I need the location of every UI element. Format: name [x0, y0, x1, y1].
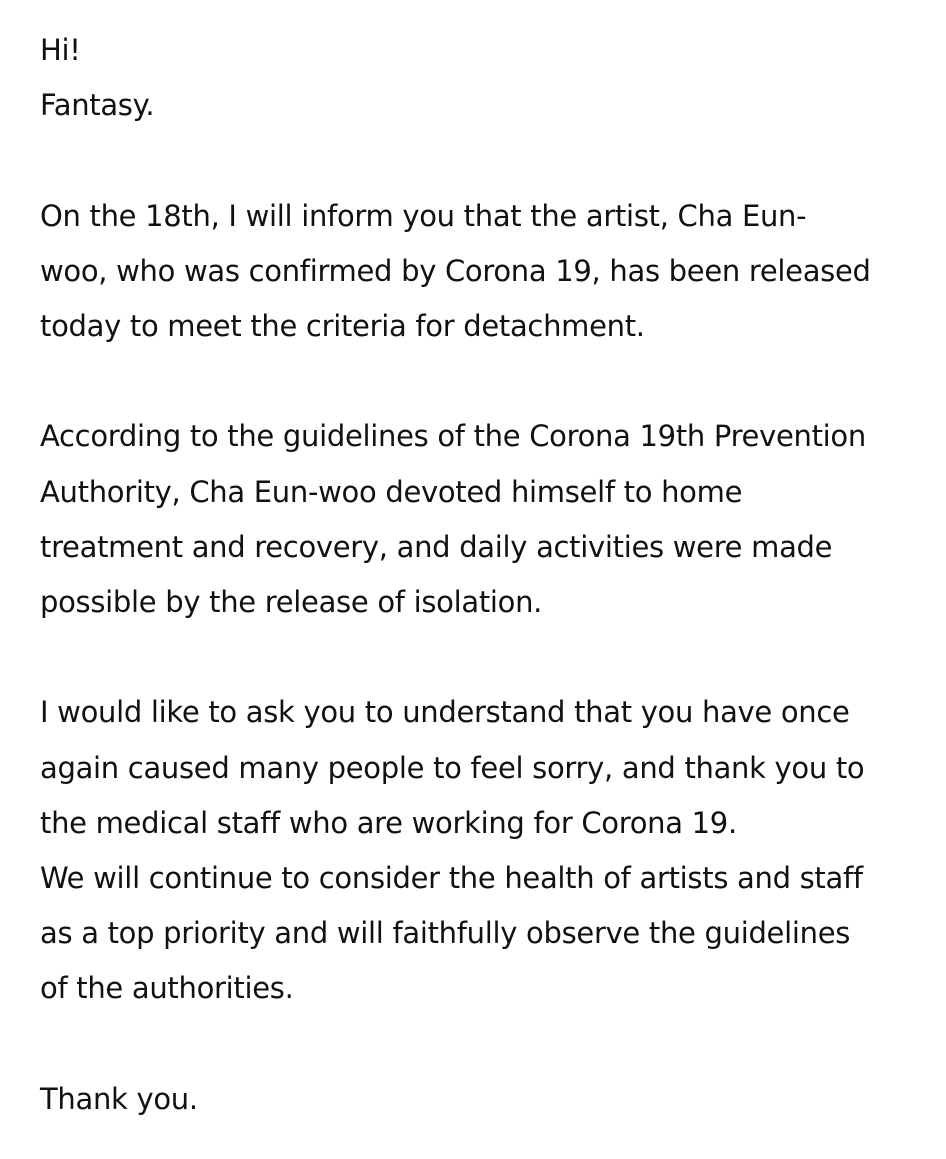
guidelines-line: treatment and recovery, and daily activities were made — [40, 529, 833, 564]
apology-line: I would like to ask you to understand that you have once — [40, 695, 850, 730]
apology-line: the medical staff who are working for Corona 19. — [40, 805, 737, 840]
apology-line: We will continue to consider the health of artists and staff — [40, 861, 863, 895]
announcement-line: woo, who was confirmed by Corona 19, has been released — [40, 253, 871, 288]
guidelines-line: possible by the release of isolation. — [40, 585, 543, 619]
closing-paragraph — [40, 1072, 926, 1127]
announcement-paragraph — [40, 189, 926, 355]
guidelines-line: According to the guidelines of the Corona 19th Prevention — [40, 419, 866, 454]
apology-line: as a top priority and will faithfully observe the guidelines — [40, 916, 851, 951]
guidelines-line: Authority, Cha Eun-woo devoted himself to home — [40, 474, 743, 509]
announcement-line: today to meet the criteria for detachment. — [40, 309, 645, 343]
apology-line: of the authorities. — [40, 971, 294, 1006]
announcement-line: On the 18th, I will inform you that the artist, Cha Eun- — [40, 198, 807, 233]
greeting-line: Hi! — [40, 33, 81, 67]
apology-paragraph — [40, 685, 926, 1016]
greeting-line: Fantasy. — [40, 88, 155, 123]
guidelines-paragraph — [40, 409, 926, 630]
apology-line: again caused many people to feel sorry, and thank you to — [40, 750, 865, 785]
closing-line: Thank you. — [40, 1081, 198, 1116]
greeting-paragraph — [40, 23, 926, 133]
